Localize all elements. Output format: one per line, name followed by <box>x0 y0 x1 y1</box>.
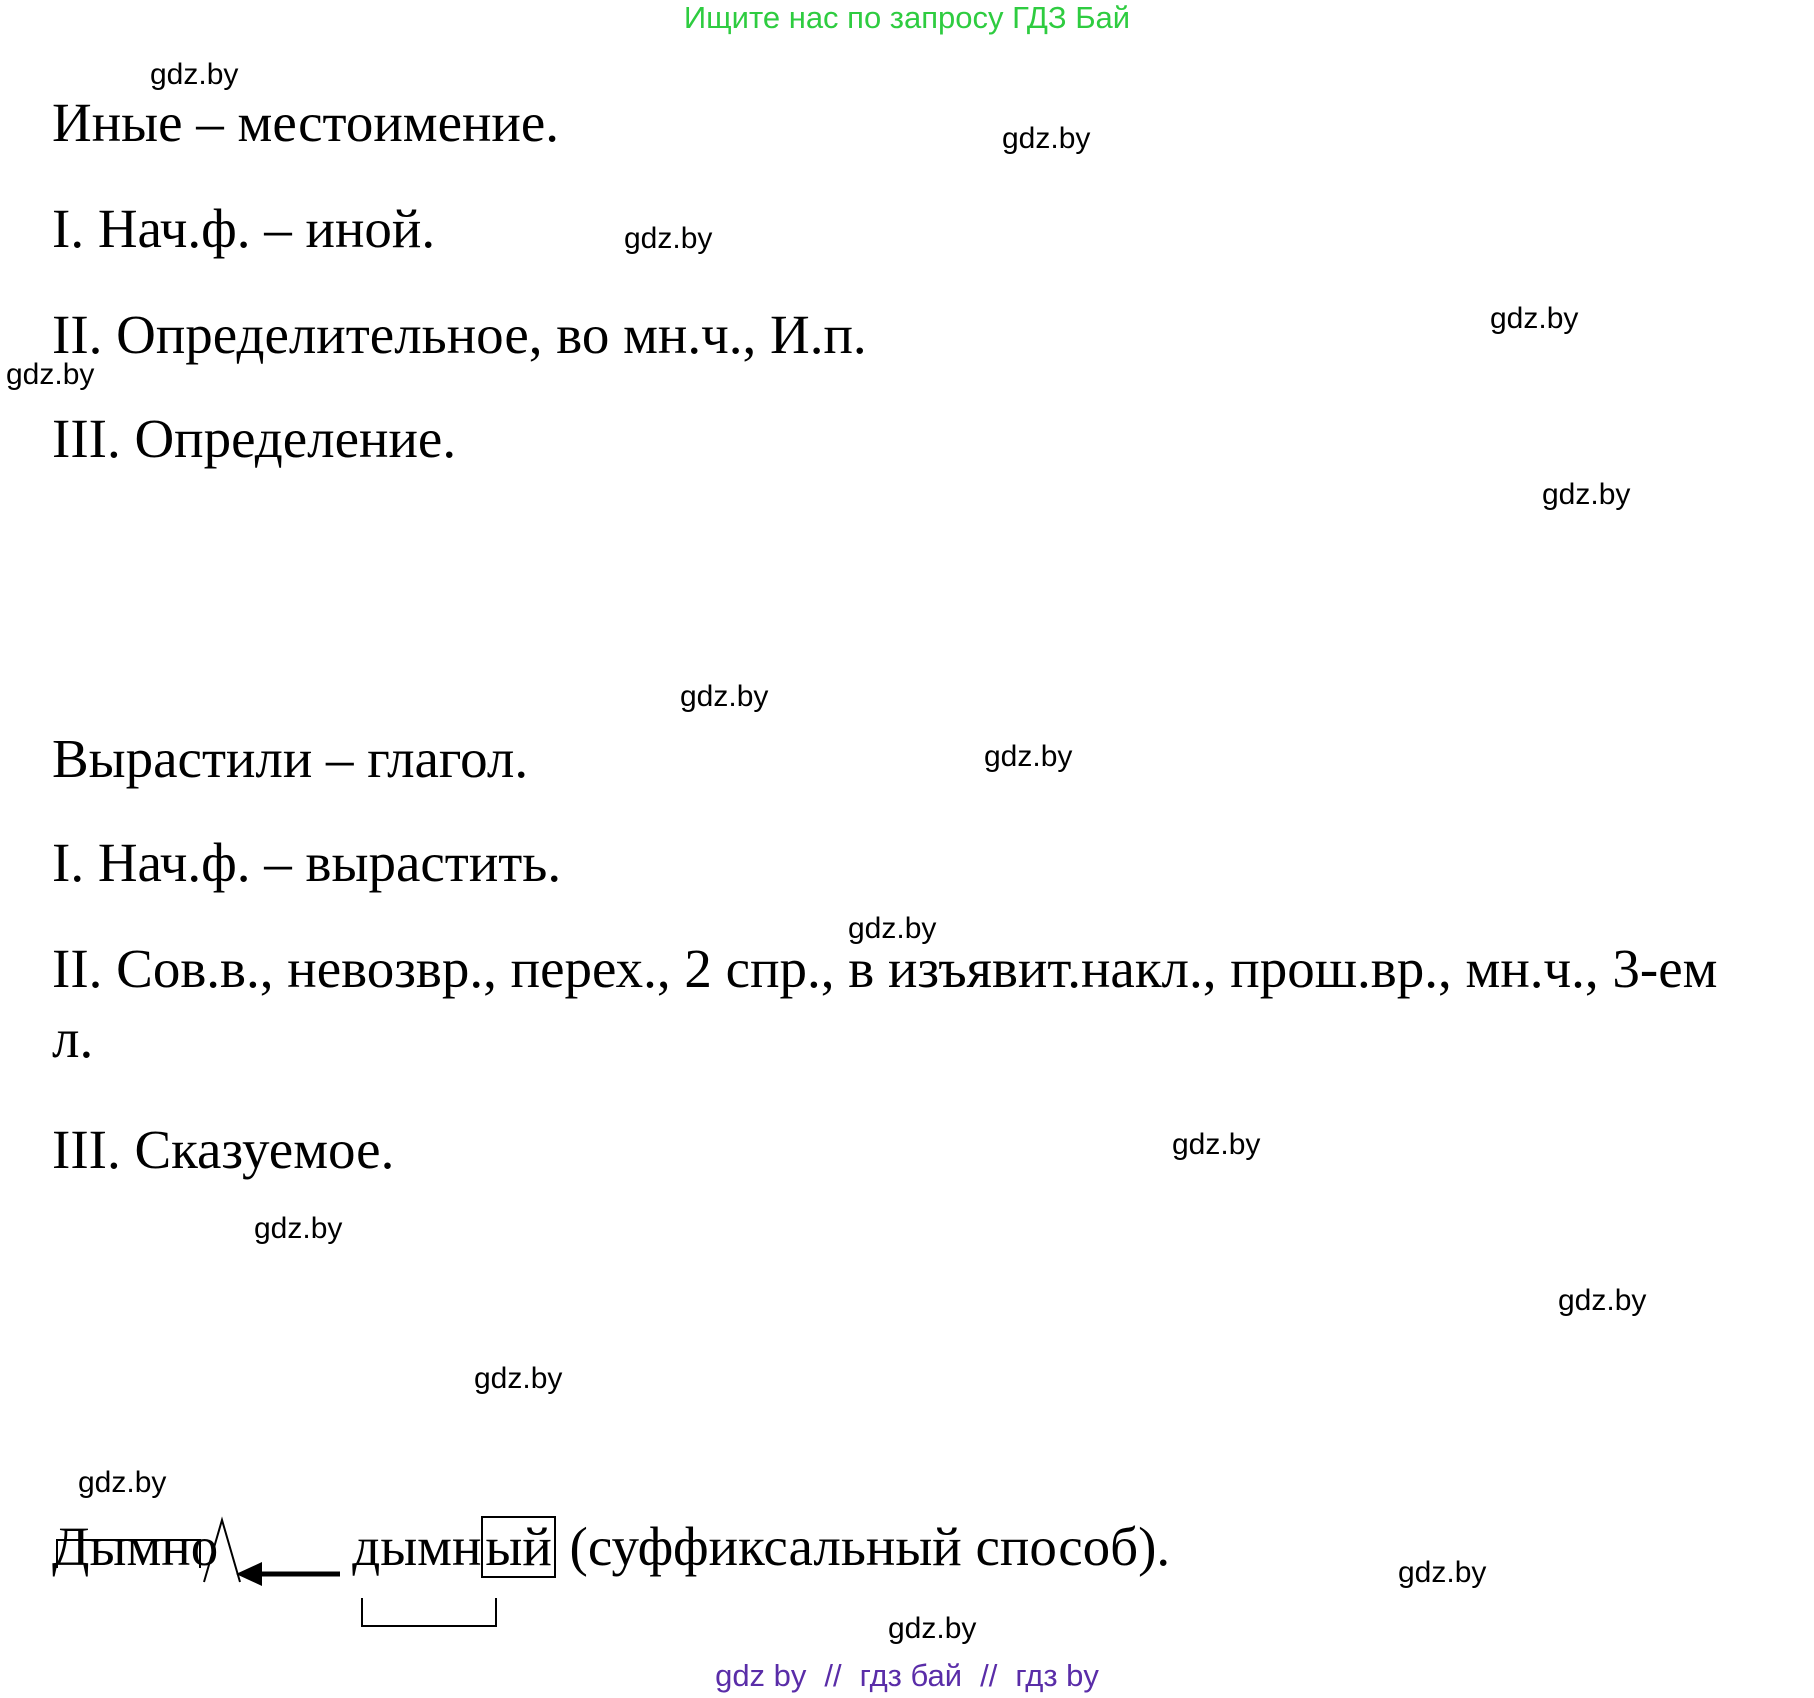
section-2-line-2: I. Нач.ф. – вырастить. <box>52 832 562 893</box>
watermark-text: gdz.by <box>680 680 769 713</box>
watermark-text: gdz.by <box>984 740 1073 773</box>
footer-link-gdz-bai[interactable]: гдз бай <box>859 1658 963 1693</box>
footer-link-gdz-by-alt[interactable]: гдз by <box>1015 1658 1099 1693</box>
source-word-root: дымн <box>352 1516 482 1577</box>
section-2-line-4: III. Сказуемое. <box>52 1119 395 1180</box>
formation-method-note: (суффиксальный способ). <box>569 1516 1171 1577</box>
watermark-text: gdz.by <box>1172 1128 1261 1161</box>
watermark-text: gdz.by <box>1002 122 1091 155</box>
section-2-line-1: Вырастили – глагол. <box>52 728 529 789</box>
word-formation-row <box>52 1512 1170 1582</box>
footer-links <box>0 1658 1814 1694</box>
watermark-text: gdz.by <box>624 222 713 255</box>
footer-link-gdz-by[interactable]: gdz by <box>715 1658 807 1693</box>
header-promo-text[interactable]: Ищите нас по запросу ГДЗ Бай <box>683 0 1131 35</box>
watermark-text: gdz.by <box>150 58 239 91</box>
footer-separator: // <box>824 1658 842 1693</box>
footer-separator: // <box>980 1658 998 1693</box>
section-1-line-4: III. Определение. <box>52 408 457 469</box>
watermark-text: gdz.by <box>848 912 937 945</box>
source-word-ending: ый <box>481 1516 555 1578</box>
watermark-text: gdz.by <box>1398 1556 1487 1589</box>
section-1-line-2: I. Нач.ф. – иной. <box>52 198 436 259</box>
source-word-base-bracket <box>362 1598 496 1626</box>
watermark-text: gdz.by <box>474 1362 563 1395</box>
section-1-line-3: II. Определительное, во мн.ч., И.п. <box>52 304 867 365</box>
watermark-text: gdz.by <box>1542 478 1631 511</box>
watermark-text: gdz.by <box>1558 1284 1647 1317</box>
section-2-line-3: II. Сов.в., невозвр., перех., 2 спр., в изъявит.накл., прош.вр., мн.ч., 3-ем л. <box>52 938 1718 1069</box>
watermark-text: gdz.by <box>6 358 95 391</box>
watermark-text: gdz.by <box>78 1466 167 1499</box>
derived-word: Дымно <box>52 1516 219 1577</box>
watermark-text: gdz.by <box>254 1212 343 1245</box>
watermark-text: gdz.by <box>1490 302 1579 335</box>
watermark-text: gdz.by <box>888 1612 977 1645</box>
section-1-line-1: Иные – местоимение. <box>52 92 560 153</box>
